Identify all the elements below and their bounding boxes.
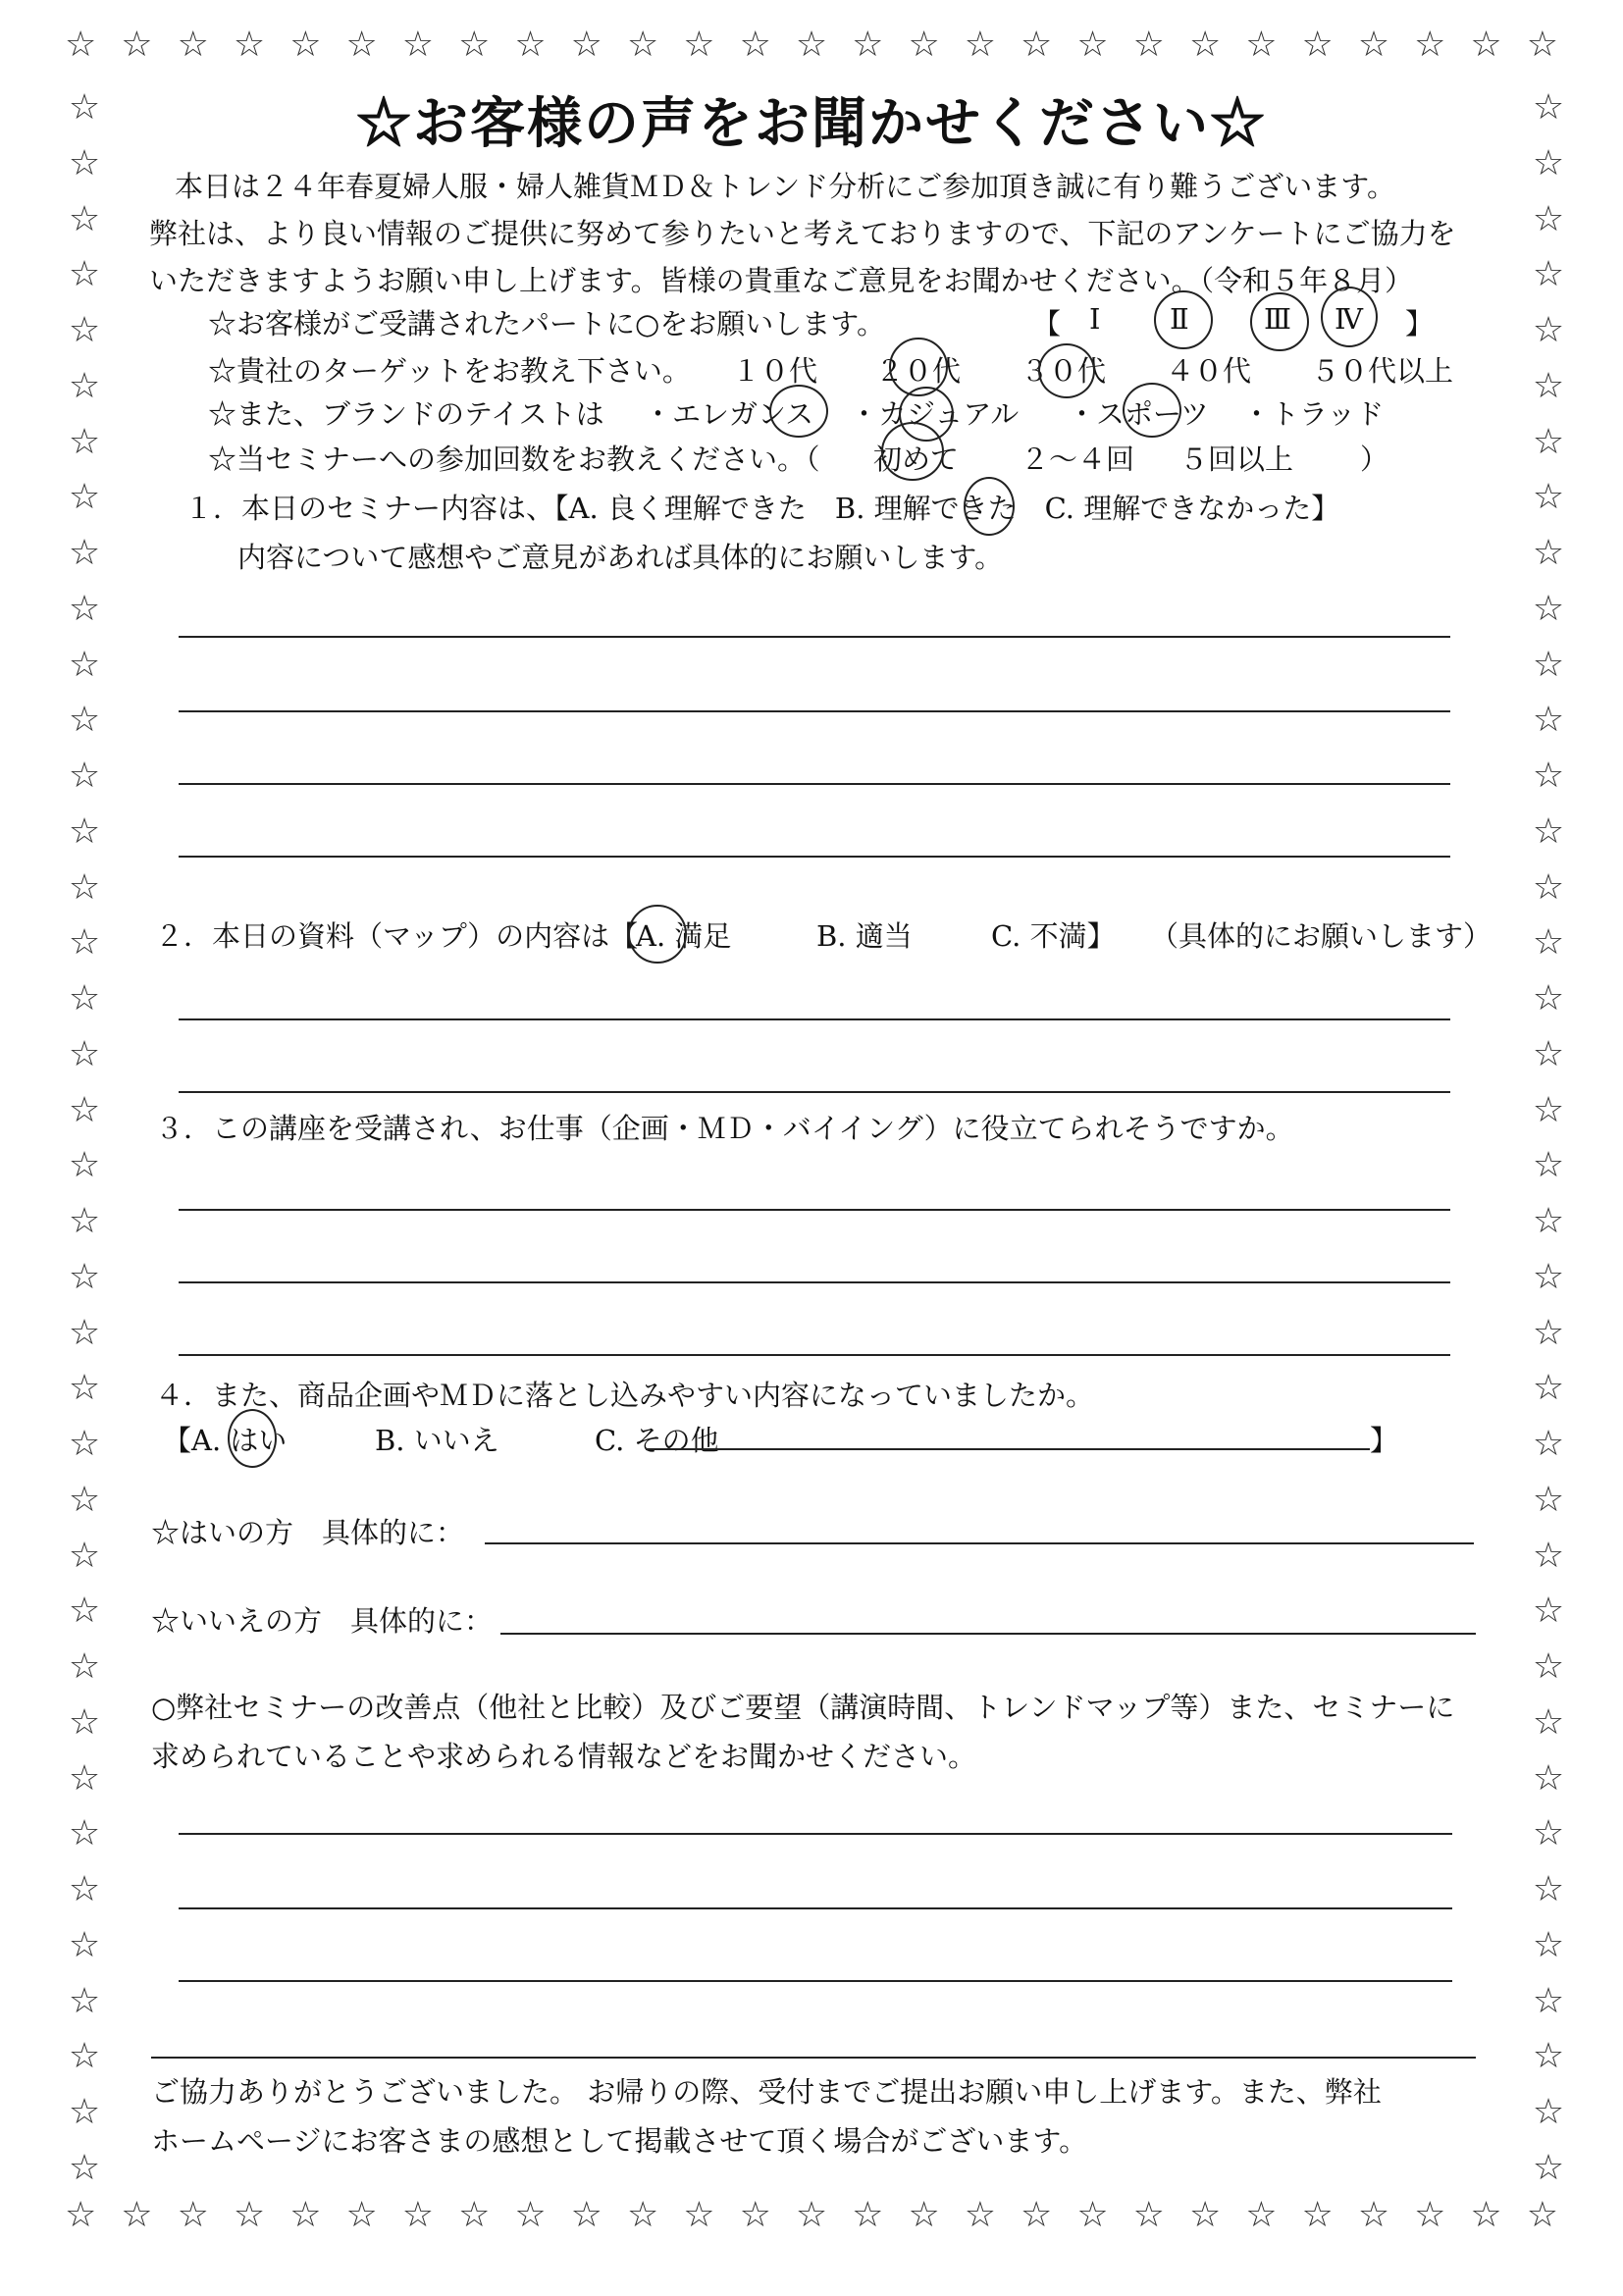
star-outline-icon: ☆ — [1532, 922, 1565, 964]
part-option-1[interactable]: Ⅰ — [1089, 302, 1101, 336]
star-outline-icon: ☆ — [68, 1479, 101, 1520]
star-outline-icon: ☆ — [68, 1813, 101, 1854]
q2-option-c[interactable]: C. 不満】 — [991, 919, 1116, 953]
intro-line-3: いただきますようお願い申し上げます。皆様の貴重なご意見をお聞かせください。（令和５年８月） — [149, 264, 1414, 297]
star-outline-icon: ☆ — [1532, 533, 1565, 573]
star-outline-icon: ☆ — [68, 1201, 101, 1241]
star-outline-icon: ☆ — [626, 25, 659, 65]
star-outline-icon: ☆ — [68, 1089, 101, 1130]
hand-circle-part-3 — [1250, 292, 1309, 351]
star-outline-icon: ☆ — [68, 2092, 101, 2132]
count-question: ☆当セミナーへの参加回数をお教えください。（ — [208, 443, 820, 476]
star-outline-icon: ☆ — [1076, 2195, 1109, 2235]
star-outline-icon: ☆ — [1532, 421, 1565, 462]
star-outline-icon: ☆ — [1532, 644, 1565, 685]
star-outline-icon: ☆ — [68, 1312, 101, 1353]
star-outline-icon: ☆ — [1532, 1368, 1565, 1409]
q1-subtext: 内容について感想やご意見があれば具体的にお願いします。 — [237, 541, 1004, 574]
star-outline-icon: ☆ — [1414, 25, 1446, 65]
star-outline-icon: ☆ — [68, 1145, 101, 1186]
star-outline-icon: ☆ — [68, 1256, 101, 1297]
no-specific-label: ☆いいえの方 具体的に： — [151, 1604, 494, 1638]
star-outline-icon: ☆ — [795, 25, 828, 65]
target-option-20s[interactable]: ２０代 — [875, 354, 962, 388]
star-outline-icon: ☆ — [68, 922, 101, 964]
star-outline-icon: ☆ — [1532, 756, 1565, 796]
star-outline-icon: ☆ — [1245, 25, 1278, 65]
star-outline-icon: ☆ — [458, 2195, 491, 2235]
star-outline-icon: ☆ — [68, 198, 101, 239]
star-outline-icon: ☆ — [1532, 1869, 1565, 1909]
part-close-bracket: 】 — [1405, 307, 1435, 340]
target-option-40s[interactable]: ４０代 — [1166, 354, 1252, 388]
star-outline-icon: ☆ — [1532, 142, 1565, 183]
hand-circle-q4-yes — [228, 1409, 277, 1468]
star-outline-icon: ☆ — [1532, 1535, 1565, 1576]
star-outline-icon: ☆ — [68, 1535, 101, 1576]
q2-answer-line-2[interactable] — [179, 1091, 1450, 1093]
star-outline-icon: ☆ — [1021, 2195, 1053, 2235]
star-outline-icon: ☆ — [1532, 866, 1565, 908]
star-border-top — [65, 27, 1558, 63]
q2-answer-line-1[interactable] — [179, 1018, 1450, 1020]
yes-answer-line[interactable] — [485, 1542, 1474, 1544]
star-outline-icon: ☆ — [177, 2195, 209, 2235]
star-outline-icon: ☆ — [570, 25, 602, 65]
star-outline-icon: ☆ — [1532, 1646, 1565, 1687]
star-outline-icon: ☆ — [1532, 87, 1565, 128]
star-outline-icon: ☆ — [739, 25, 771, 65]
star-outline-icon: ☆ — [1532, 310, 1565, 350]
star-outline-icon: ☆ — [68, 533, 101, 573]
star-outline-icon: ☆ — [1526, 25, 1558, 65]
target-option-50s-plus[interactable]: ５０代以上 — [1311, 354, 1454, 388]
star-outline-icon: ☆ — [1470, 25, 1502, 65]
part-option-3[interactable]: Ⅲ — [1264, 302, 1291, 336]
star-outline-icon: ☆ — [908, 25, 940, 65]
hand-circle-q1-b — [964, 477, 1015, 536]
star-outline-icon: ☆ — [1532, 1201, 1565, 1241]
star-outline-icon: ☆ — [68, 1424, 101, 1464]
part-option-4[interactable]: Ⅳ — [1335, 302, 1363, 336]
star-outline-icon: ☆ — [1301, 2195, 1334, 2235]
star-outline-icon: ☆ — [68, 2147, 101, 2188]
star-outline-icon: ☆ — [68, 1869, 101, 1909]
hand-circle-part-2 — [1154, 290, 1213, 349]
star-outline-icon: ☆ — [68, 477, 101, 518]
star-outline-icon: ☆ — [683, 2195, 715, 2235]
hand-circle-sports — [1123, 383, 1181, 438]
star-outline-icon: ☆ — [1532, 1479, 1565, 1520]
star-outline-icon: ☆ — [1532, 1757, 1565, 1799]
star-outline-icon: ☆ — [1532, 2147, 1565, 2188]
star-outline-icon: ☆ — [401, 2195, 435, 2235]
star-outline-icon: ☆ — [65, 25, 97, 65]
star-outline-icon: ☆ — [121, 25, 153, 65]
star-outline-icon: ☆ — [1532, 1145, 1565, 1186]
improve-line-2: 求められていることや求められる情報などをお聞かせください。 — [151, 1740, 977, 1773]
star-outline-icon: ☆ — [1532, 1089, 1565, 1130]
star-outline-icon: ☆ — [1532, 1256, 1565, 1297]
star-outline-icon: ☆ — [1532, 1591, 1565, 1632]
star-outline-icon: ☆ — [289, 2195, 322, 2235]
star-outline-icon: ☆ — [1301, 25, 1334, 65]
footer-line-1: ご協力ありがとうございました。 お帰りの際、受付までご提出お願い申し上げます。また、弊社 — [151, 2075, 1382, 2109]
star-outline-icon: ☆ — [68, 1924, 101, 1965]
star-outline-icon: ☆ — [1532, 365, 1565, 406]
star-outline-icon: ☆ — [68, 588, 101, 629]
q4-option-a[interactable]: 【A. はい — [163, 1424, 288, 1457]
count-close-paren: ） — [1360, 443, 1389, 476]
footer-line-2: ホームページにお客さまの感想として掲載させて頂く場合がございます。 — [151, 2124, 1088, 2158]
q3-answer-line-3[interactable] — [179, 1354, 1450, 1356]
star-outline-icon: ☆ — [1532, 477, 1565, 518]
q4-option-b[interactable]: B. いいえ — [375, 1424, 499, 1457]
star-outline-icon: ☆ — [345, 2195, 378, 2235]
star-border-left — [65, 87, 104, 2188]
q3-answer-line-2[interactable] — [179, 1281, 1450, 1283]
star-outline-icon: ☆ — [289, 25, 322, 65]
star-outline-icon: ☆ — [1245, 2195, 1278, 2235]
star-outline-icon: ☆ — [68, 700, 101, 741]
star-outline-icon: ☆ — [68, 644, 101, 685]
taste-question: ☆また、ブランドのテイストは — [208, 397, 604, 431]
star-outline-icon: ☆ — [68, 87, 101, 128]
star-outline-icon: ☆ — [1132, 25, 1165, 65]
improve-answer-line-3[interactable] — [179, 1980, 1452, 1982]
star-outline-icon: ☆ — [68, 1757, 101, 1799]
q2-option-b[interactable]: B. 適当 — [816, 919, 913, 953]
star-outline-icon: ☆ — [1532, 588, 1565, 629]
star-outline-icon: ☆ — [68, 866, 101, 908]
improve-answer-line-1[interactable] — [179, 1833, 1452, 1835]
page-title: ☆お客様の声をお聞かせください☆ — [356, 91, 1267, 156]
hand-circle-elegance — [769, 385, 828, 438]
star-outline-icon: ☆ — [68, 1646, 101, 1687]
star-outline-icon: ☆ — [964, 2195, 997, 2235]
star-outline-icon: ☆ — [1188, 2195, 1222, 2235]
star-outline-icon: ☆ — [65, 2195, 97, 2235]
star-outline-icon: ☆ — [1532, 198, 1565, 239]
q1-answer-line-2[interactable] — [179, 710, 1450, 712]
star-outline-icon: ☆ — [1076, 25, 1109, 65]
q4-option-c[interactable]: C. その他 — [595, 1424, 719, 1457]
star-outline-icon: ☆ — [1470, 2195, 1502, 2235]
star-border-bottom — [65, 2195, 1558, 2235]
star-outline-icon: ☆ — [68, 1591, 101, 1632]
star-outline-icon: ☆ — [514, 2195, 547, 2235]
improve-line-1: ○弊社セミナーの改善点（他社と比較）及びご要望（講演時間、トレンドマップ等）また、セミナーに — [151, 1691, 1455, 1724]
star-outline-icon: ☆ — [1532, 2036, 1565, 2077]
star-outline-icon: ☆ — [68, 365, 101, 406]
star-outline-icon: ☆ — [908, 2195, 940, 2235]
star-outline-icon: ☆ — [1532, 1033, 1565, 1074]
star-outline-icon: ☆ — [1532, 1980, 1565, 2021]
star-outline-icon: ☆ — [458, 25, 491, 65]
star-outline-icon: ☆ — [1188, 25, 1222, 65]
star-outline-icon: ☆ — [68, 1980, 101, 2021]
star-outline-icon: ☆ — [1532, 1813, 1565, 1854]
q1-text: １．本日のセミナー内容は、【A. 良く理解できた B. 理解できた C. 理解できなかった】 — [184, 492, 1340, 525]
q3-text: ３．この講座を受講され、お仕事（企画・ＭＤ・バイイング）に役立てられそうですか。 — [155, 1112, 1294, 1145]
star-outline-icon: ☆ — [1532, 1312, 1565, 1353]
taste-option-elegance[interactable]: ・エレガンス — [644, 397, 814, 431]
star-outline-icon: ☆ — [1532, 978, 1565, 1018]
q1-answer-line-1[interactable] — [179, 636, 1450, 638]
star-outline-icon: ☆ — [1532, 700, 1565, 741]
q2-text: ２．本日の資料（マップ）の内容は【 — [155, 919, 639, 953]
star-outline-icon: ☆ — [852, 25, 884, 65]
count-option-first[interactable]: 初めて — [873, 443, 960, 476]
star-outline-icon: ☆ — [1532, 810, 1565, 852]
star-outline-icon: ☆ — [1526, 2195, 1558, 2235]
hand-circle-30s — [1038, 343, 1095, 398]
intro-line-2: 弊社は、より良い情報のご提供に努めて参りたいと考えておりますので、下記のアンケートにご協力を — [149, 217, 1456, 250]
intro-line-1: 本日は２４年春夏婦人服・婦人雑貨ＭＤ＆トレンド分析にご参加頂き誠に有り難うございます。 — [175, 170, 1395, 203]
count-option-5-plus[interactable]: ５回以上 — [1179, 443, 1294, 476]
part-option-2[interactable]: Ⅱ — [1170, 302, 1189, 336]
star-outline-icon: ☆ — [1021, 25, 1053, 65]
taste-option-trad[interactable]: ・トラッド — [1242, 397, 1385, 431]
star-outline-icon: ☆ — [514, 25, 547, 65]
taste-option-casual[interactable]: ・カジュアル — [850, 397, 1020, 431]
star-outline-icon: ☆ — [345, 25, 378, 65]
star-outline-icon: ☆ — [68, 978, 101, 1018]
q4-other-line[interactable] — [646, 1448, 1370, 1450]
star-outline-icon: ☆ — [626, 2195, 659, 2235]
star-outline-icon: ☆ — [121, 2195, 153, 2235]
no-answer-line[interactable] — [500, 1633, 1476, 1635]
star-outline-icon: ☆ — [1357, 25, 1390, 65]
star-outline-icon: ☆ — [68, 810, 101, 852]
q3-answer-line-1[interactable] — [179, 1209, 1450, 1211]
star-outline-icon: ☆ — [1132, 2195, 1165, 2235]
q4-close-bracket: 】 — [1370, 1424, 1399, 1457]
star-outline-icon: ☆ — [68, 1701, 101, 1743]
target-option-10s[interactable]: １０代 — [732, 354, 818, 388]
part-question: ☆お客様がご受講されたパートに○をお願いします。 — [208, 307, 885, 340]
star-outline-icon: ☆ — [795, 2195, 828, 2235]
star-outline-icon: ☆ — [68, 254, 101, 295]
star-outline-icon: ☆ — [1532, 254, 1565, 295]
star-outline-icon: ☆ — [964, 25, 997, 65]
star-outline-icon: ☆ — [401, 25, 435, 65]
q1-answer-line-3[interactable] — [179, 783, 1450, 785]
hand-circle-first — [881, 422, 944, 481]
improve-answer-line-2[interactable] — [179, 1907, 1452, 1909]
star-outline-icon: ☆ — [68, 756, 101, 796]
star-outline-icon: ☆ — [1532, 1701, 1565, 1743]
star-outline-icon: ☆ — [739, 2195, 771, 2235]
part-open-bracket: 【 — [1032, 307, 1062, 340]
star-outline-icon: ☆ — [233, 25, 266, 65]
star-outline-icon: ☆ — [233, 2195, 266, 2235]
star-outline-icon: ☆ — [68, 310, 101, 350]
star-outline-icon: ☆ — [1532, 1424, 1565, 1464]
hand-circle-part-4 — [1321, 287, 1378, 347]
target-question: ☆貴社のターゲットをお教え下さい。 — [208, 354, 691, 388]
star-outline-icon: ☆ — [68, 1368, 101, 1409]
star-outline-icon: ☆ — [570, 2195, 602, 2235]
star-outline-icon: ☆ — [68, 2036, 101, 2077]
star-outline-icon: ☆ — [68, 142, 101, 183]
star-border-right — [1529, 87, 1568, 2188]
star-outline-icon: ☆ — [1414, 2195, 1446, 2235]
star-outline-icon: ☆ — [68, 421, 101, 462]
count-option-2-4[interactable]: ２～４回 — [1021, 443, 1135, 476]
star-outline-icon: ☆ — [852, 2195, 884, 2235]
hand-circle-q2-a — [628, 905, 687, 964]
star-outline-icon: ☆ — [683, 25, 715, 65]
q2-suffix: （具体的にお願いします） — [1150, 919, 1492, 953]
target-option-30s[interactable]: ３０代 — [1021, 354, 1107, 388]
star-outline-icon: ☆ — [1357, 2195, 1390, 2235]
star-outline-icon: ☆ — [177, 25, 209, 65]
yes-specific-label: ☆はいの方 具体的に： — [151, 1516, 465, 1549]
star-outline-icon: ☆ — [68, 1033, 101, 1074]
taste-option-sports[interactable]: ・スポーツ — [1068, 397, 1209, 431]
star-outline-icon: ☆ — [1532, 1924, 1565, 1965]
q2-option-a[interactable]: A. 満足 — [636, 919, 732, 953]
star-outline-icon: ☆ — [1532, 2092, 1565, 2132]
q4-text: ４．また、商品企画やＭＤに落とし込みやすい内容になっていましたか。 — [155, 1379, 1095, 1412]
footer-divider — [151, 2057, 1476, 2059]
q1-answer-line-4[interactable] — [179, 856, 1450, 858]
